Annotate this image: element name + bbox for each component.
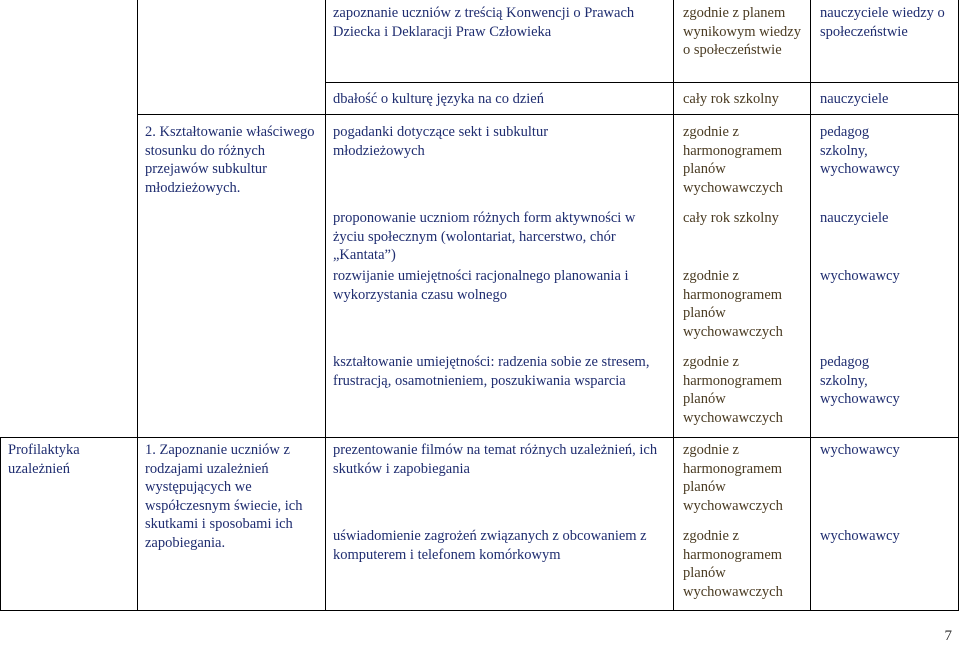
row4-forma-1: prezentowanie filmów na temat różnych uzależnień, ich skutków i zapobiegania: [333, 442, 658, 477]
row4-termin-1: zgodnie z harmonogramem planów wychowawczych: [683, 442, 783, 514]
row4-termin-2: zgodnie z harmonogramem planów wychowawczych: [683, 528, 783, 600]
row3-forma-2: proponowanie uczniom różnych form aktywności w życiu społecznym (wolontariat, harcerstwo, chór „Kantata”): [333, 210, 636, 263]
row-divider-3: [0, 437, 959, 438]
row3-odpowiedzialni-2: nauczyciele: [820, 210, 889, 226]
row3-termin-1: zgodnie z harmonogramem planów wychowawczych: [683, 124, 783, 196]
row4-obszar: Profilaktyka uzależnień: [8, 442, 80, 477]
row3-termin-2: cały rok szkolny: [683, 210, 779, 226]
row2-termin: cały rok szkolny: [683, 91, 779, 107]
row3-forma-4: kształtowanie umiejętności: radzenia sobie ze stresem, frustracją, osamotnieniem, poszukiwania wsparcia: [333, 354, 650, 389]
table-border-col2: [325, 0, 326, 610]
table-border-col4: [810, 0, 811, 610]
row3-odpowiedzialni-3: wychowawcy: [820, 268, 900, 284]
row4-odpowiedzialni-1: wychowawcy: [820, 442, 900, 458]
row1-termin: zgodnie z planem wynikowym wiedzy o społeczeństwie: [683, 5, 801, 58]
row-divider-2: [137, 114, 959, 115]
table-border-bottom: [0, 610, 959, 611]
row-divider-1: [325, 82, 959, 83]
row3-odpowiedzialni-4: pedagog szkolny, wychowawcy: [820, 354, 900, 407]
row3-zadanie: 2. Kształtowanie właściwego stosunku do różnych przejawów subkultur młodzieżowych.: [145, 124, 315, 196]
row3-odpowiedzialni-1: pedagog szkolny, wychowawcy: [820, 124, 900, 177]
row2-forma: dbałość o kulturę języka na co dzień: [333, 91, 544, 107]
row3-forma-3: rozwijanie umiejętności racjonalnego planowania i wykorzystania czasu wolnego: [333, 268, 629, 303]
table-border-right: [958, 0, 959, 610]
row3-forma-1: pogadanki dotyczące sekt i subkultur młodzieżowych: [333, 124, 549, 159]
table-border-col1: [137, 0, 138, 610]
row1-forma: zapoznanie uczniów z treścią Konwencji o Prawach Dziecka i Deklaracji Praw Człowieka: [333, 5, 635, 40]
row2-odpowiedzialni: nauczyciele: [820, 91, 889, 107]
row4-forma-2: uświadomienie zagrożeń związanych z obcowaniem z komputerem i telefonem komórkowym: [333, 528, 647, 563]
page-number: 7: [944, 628, 952, 644]
row1-odpowiedzialni: nauczyciele wiedzy o społeczeństwie: [820, 5, 945, 40]
table-border-left: [0, 438, 1, 610]
row3-termin-3: zgodnie z harmonogramem planów wychowawczych: [683, 268, 783, 340]
row4-odpowiedzialni-2: wychowawcy: [820, 528, 900, 544]
table-border-col3: [673, 0, 674, 610]
row3-termin-4: zgodnie z harmonogramem planów wychowawczych: [683, 354, 783, 426]
row4-zadanie: 1. Zapoznanie uczniów z rodzajami uzależnień występujących we współczesnym świecie, ich skutkami i sposobami ich zapobiegania.: [145, 442, 303, 551]
